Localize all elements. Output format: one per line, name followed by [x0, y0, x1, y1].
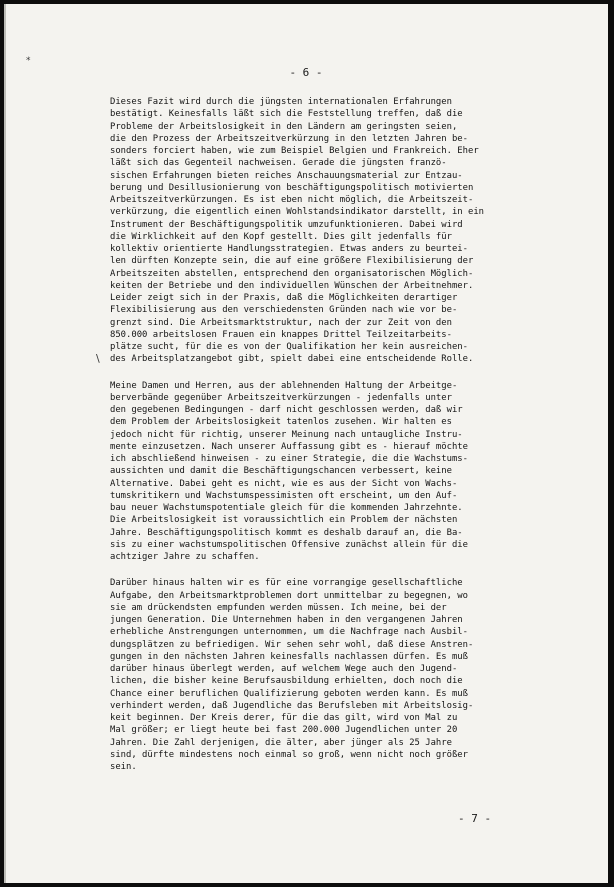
text-line: Chance einer beruflichen Qualifizierung geboten werden kann. Es muß: [110, 688, 468, 699]
text-line: Aufgabe, den Arbeitsmarktproblemen dort unmittelbar zu begegnen, wo: [110, 590, 468, 601]
text-line: sie am drückendsten empfunden werden müssen. Ich meine, bei der: [110, 602, 447, 613]
text-line: bau neuer Wachstumspotentiale gleich für die kommenden Jahrzehnte.: [110, 503, 463, 513]
text-line: die Wirklichkeit auf den Kopf gestellt. Dies gilt jedenfalls für: [110, 231, 452, 242]
text-line: dem Problem der Arbeitslosigkeit tatenlos zusehen. Wir halten es: [110, 417, 452, 428]
text-line: Arbeitszeiten abstellen, entsprechend den organisatorischen Möglich-: [110, 268, 474, 279]
text-line: mente einzusetzen. Nach unserer Auffassung gibt es - hierauf möchte: [110, 441, 468, 452]
text-line: jungen Generation. Die Unternehmen haben in den vergangenen Jahren: [110, 615, 463, 625]
text-line: sis zu einer wachstumspolitischen Offensive zunächst allein für die: [110, 539, 468, 550]
text-line: bestätigt. Keinesfalls läßt sich die Feststellung treffen, daß die: [110, 109, 463, 120]
text-line: grenzt sind. Die Arbeitsmarktstruktur, nach der zur Zeit von den: [110, 317, 452, 328]
text-line: sein.: [110, 762, 137, 772]
text-line: Meine Damen und Herren, aus der ablehnenden Haltung der Arbeitge-: [110, 380, 458, 391]
margin-tick-mark: *: [26, 56, 31, 66]
text-line: erhebliche Anstrengungen unternommen, um die Nachfrage nach Ausbil-: [110, 627, 468, 638]
text-line: Mal größer; er liegt heute bei fast 200.000 Jugendlichen unter 20: [110, 725, 458, 736]
text-line: Jahre. Beschäftigungspolitisch kommt es deshalb darauf an, die Ba-: [110, 527, 463, 538]
text-line: aussichten und damit die Beschäftigungschancen verbessert, keine: [110, 466, 452, 477]
text-line: Flexibilisierung aus den verschiedensten Gründen nach wie vor be-: [110, 305, 458, 316]
text-line: lichen, die bisher keine Berufsausbildung erhielten, doch noch die: [110, 676, 463, 687]
paragraph: [110, 380, 590, 564]
text-line: 850.000 arbeitslosen Frauen ein knappes Drittel Teilzeitarbeits-: [110, 329, 452, 340]
paragraph: [110, 577, 590, 773]
text-line: Dieses Fazit wird durch die jüngsten internationalen Erfahrungen: [110, 97, 452, 107]
text-line: ich abschließend hinweisen - zu einer Strategie, die die Wachstums-: [110, 454, 468, 464]
text-line: sind, dürfte mindestens noch einmal so groß, wenn nicht noch größer: [110, 749, 468, 760]
next-page-marker: - 7 -: [458, 812, 492, 825]
text-line: plätze sucht, für die es von der Qualifikation her kein ausreichen-: [110, 342, 468, 352]
text-line: Darüber hinaus halten wir es für eine vorrangige gesellschaftliche: [110, 578, 463, 589]
text-line: Alternative. Dabei geht es nicht, wie es aus der Sicht von Wachs-: [110, 478, 458, 489]
text-line: läßt sich das Gegenteil nachweisen. Gerade die jüngsten franzö-: [110, 158, 447, 169]
text-line: len dürften Konzepte sein, die auf eine größere Flexibilisierung der: [110, 256, 474, 267]
text-line: sonders forciert haben, wie zum Beispiel Belgien und Frankreich. Eher: [110, 146, 479, 156]
text-line: dungsplätzen zu befriedigen. Wir sehen sehr wohl, daß diese Anstren-: [110, 639, 474, 650]
text-line: Instrument der Beschäftigungspolitik umzufunktionieren. Dabei wird: [110, 219, 463, 230]
text-line: keit beginnen. Der Kreis derer, für die das gilt, wird von Mal zu: [110, 713, 458, 723]
text-line: achtziger Jahre zu schaffen.: [110, 552, 260, 562]
text-line: darüber hinaus überlegt werden, auf welchem Wege auch den Jugend-: [110, 664, 458, 674]
margin-pen-mark: \: [96, 352, 100, 365]
text-line: Arbeitszeitverkürzungen. Es ist eben nicht möglich, die Arbeitszeit-: [110, 195, 474, 205]
text-line: keiten der Betriebe und den individuellen Wünschen der Arbeitnehmer.: [110, 280, 474, 291]
text-line: berverbände gegenüber Arbeitszeitverkürzungen - jedenfalls unter: [110, 392, 452, 403]
text-line: Die Arbeitslosigkeit ist voraussichtlich ein Problem der nächsten: [110, 515, 458, 526]
text-line: Probleme der Arbeitslosigkeit in den Ländern am geringsten seien,: [110, 121, 458, 132]
text-line: verkürzung, die eigentlich einen Wohlstandsindikator darstellt, in ein: [110, 207, 485, 218]
text-line: den gegebenen Bedingungen - darf nicht geschlossen werden, daß wir: [110, 405, 463, 415]
paragraph: [110, 96, 590, 366]
text-line: jedoch nicht für richtig, unserer Meinung nach untaugliche Instru-: [110, 429, 463, 440]
text-line: berung und Desillusionierung von beschäftigungspolitisch motivierten: [110, 182, 474, 193]
body-text: [110, 96, 590, 787]
text-line: kollektiv orientierte Handlungsstrategien. Etwas anders zu beurtei-: [110, 244, 468, 254]
text-line: Leider zeigt sich in der Praxis, daß die Möglichkeiten derartiger: [110, 293, 458, 303]
scan-edge: [4, 4, 6, 883]
text-line: des Arbeitsplatzangebot gibt, spielt dabei eine entscheidende Rolle.: [110, 354, 474, 365]
text-line: Jahren. Die Zahl derjenigen, die älter, aber jünger als 25 Jahre: [110, 737, 452, 748]
text-line: verhindert werden, daß Jugendliche das Berufsleben mit Arbeitslosig-: [110, 700, 474, 711]
text-line: gungen in den nächsten Jahren keinesfalls nachlassen dürfen. Es muß: [110, 651, 468, 662]
text-line: sischen Erfahrungen bieten reiches Anschauungsmaterial zur Entzau-: [110, 170, 463, 181]
document-page: [4, 4, 608, 883]
page-number: - 6 -: [289, 66, 323, 79]
text-line: tumskritikern und Wachstumspessimisten oft erscheint, um den Auf-: [110, 490, 458, 501]
text-line: die den Prozess der Arbeitszeitverkürzung in den letzten Jahren be-: [110, 133, 468, 144]
